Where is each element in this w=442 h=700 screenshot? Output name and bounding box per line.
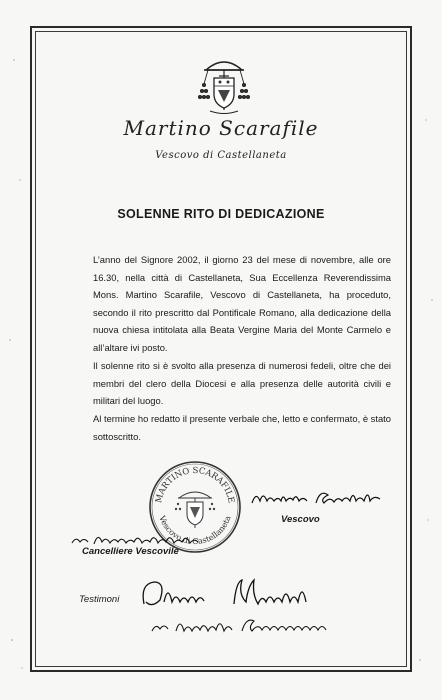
bishop-see-subtitle: Vescovo di Castellaneta [155,150,287,161]
chancellor-role-label: Cancelliere Vescovile [82,546,179,557]
document-title: SOLENNE RITO DI DEDICAZIONE [117,207,325,221]
paragraph-2 [79,357,391,410]
paragraph-1 [79,251,391,357]
paragraph-text: Al termine ho redatto il presente verbale che, letto e confermato, è stato sottoscritto. [93,413,391,442]
bishop-role-label: Vescovo [281,514,320,525]
svg-text:Vescovo di Castellaneta: Vescovo di Castellaneta [157,514,233,547]
witness-1-signature [138,574,348,614]
coat-of-arms-icon [196,50,252,116]
witnesses-label: Testimoni [79,594,120,605]
bishop-name-heading: Martino Scarafile [123,116,319,140]
paragraph-3 [79,410,391,445]
paragraph-text: L’anno del Signore 2002, il giorno 23 del mese di novembre, alle ore 16.30, nella città di Castellaneta, Sua Eccellenza Reverendissima Mons. Martino Scarafile, Vescovo di Castellaneta, ha proceduto, secondo il rito prescritto dal Pontificale Romano, alla dedicazione della nuova chiesa intitolata alla Beata Vergine Maria del Monte Carmelo e all’altare ivi posto. [93,254,391,353]
svg-text:MARTINO SCARAFILE: MARTINO SCARAFILE [154,465,236,505]
bishop-signature [250,487,390,509]
paragraph-text: Il solenne rito si è svolto alla presenza di numerosi fedeli, oltre che dei membri del clero della Diocesi e alla presenza delle autorità civili e militari del luogo. [93,360,391,407]
witness-2-signature [150,613,360,637]
